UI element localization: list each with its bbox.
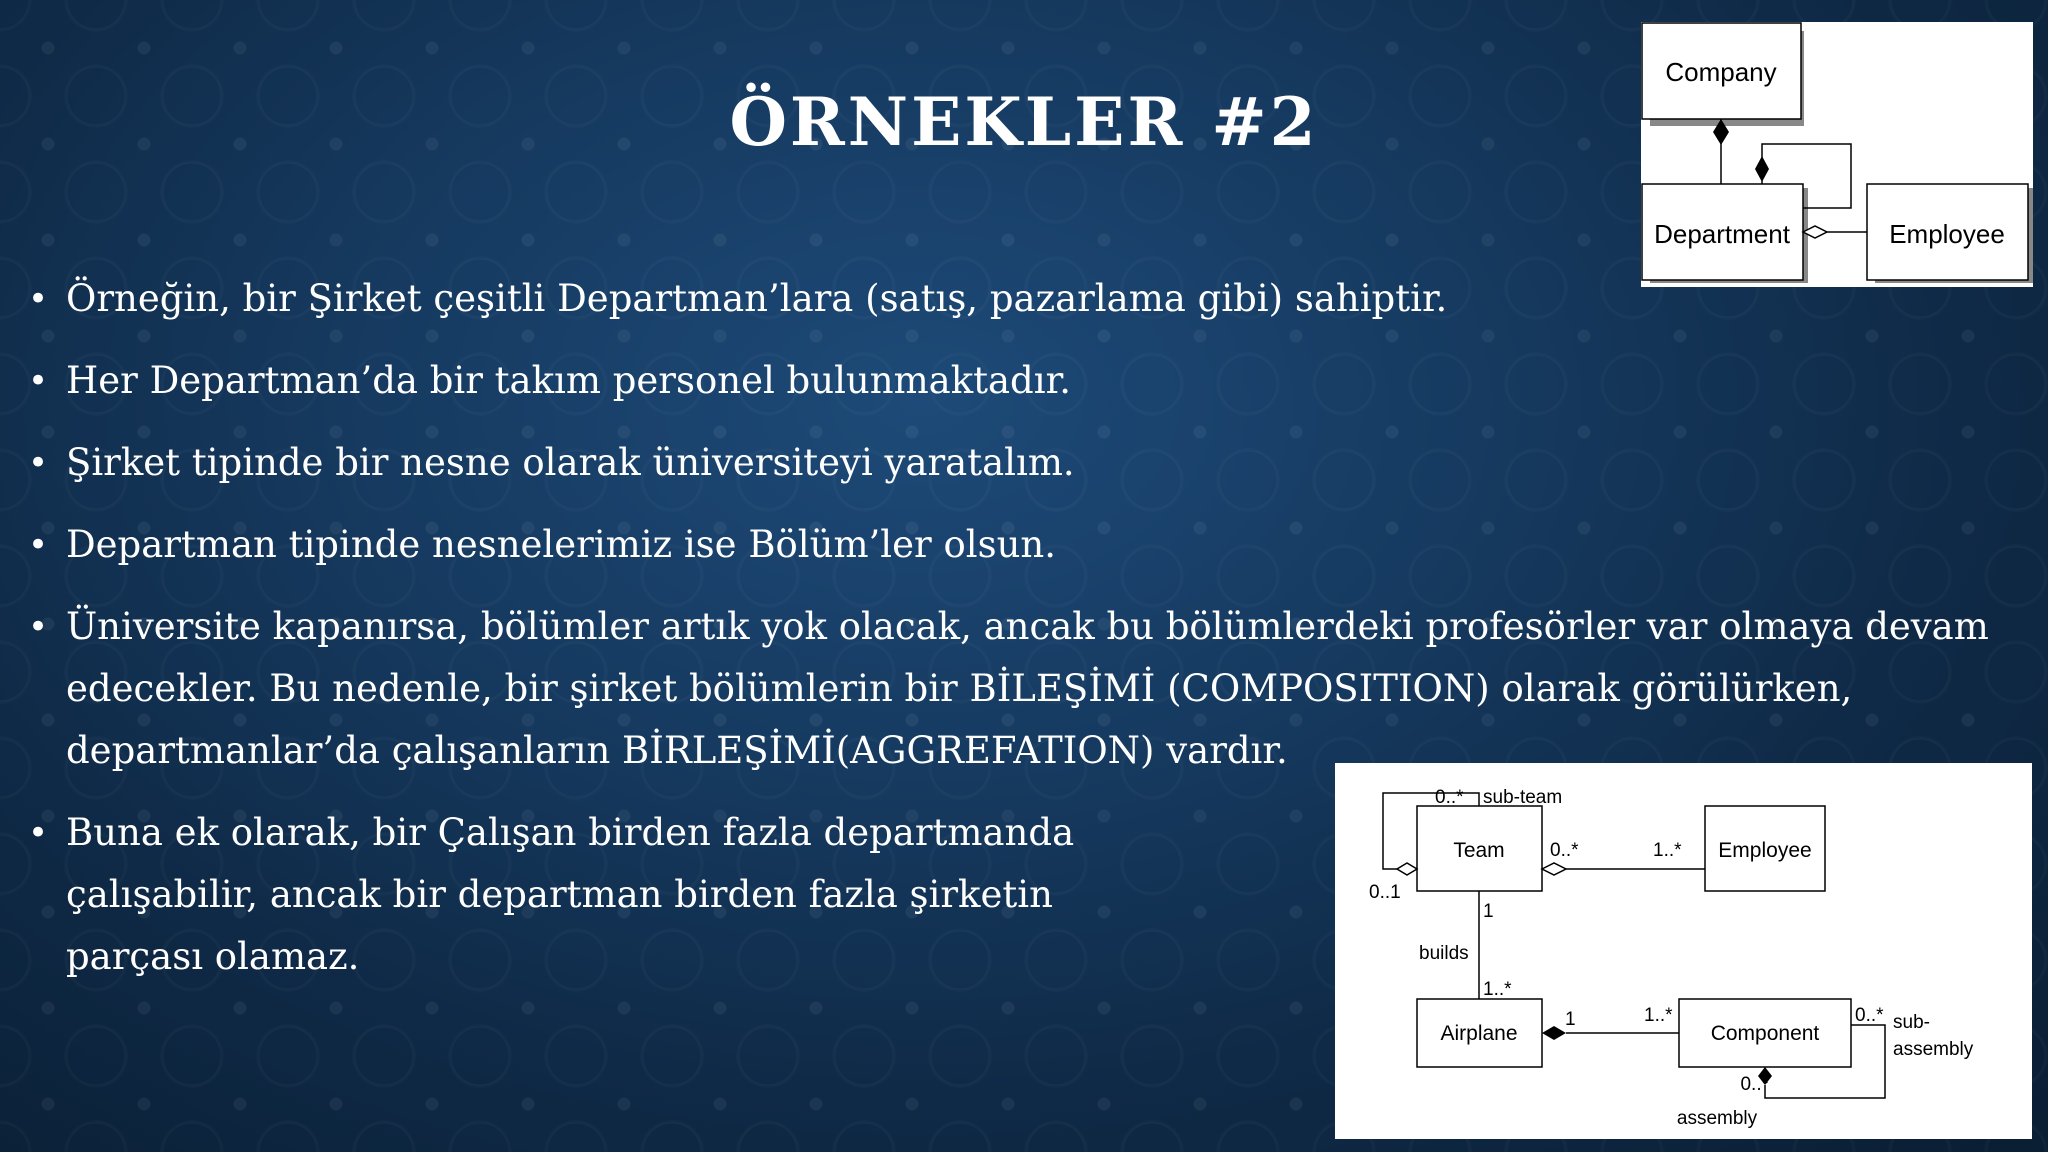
employee-label: Employee — [1718, 839, 1812, 862]
bullet-dot-icon: • — [28, 279, 49, 319]
bullet-text: Buna ek olarak, bir Çalışan birden fazla departmanda çalışabilir, ancak bir departman birden fazla şirketin parçası olamaz. — [66, 811, 1075, 978]
bullet-item — [28, 802, 1166, 988]
label-builds: builds — [1419, 943, 1469, 964]
bullet-dot-icon: • — [28, 607, 49, 647]
label-sub: sub- — [1893, 1012, 1930, 1033]
team-label: Team — [1453, 839, 1505, 862]
label-team-emp-0star: 0..* — [1550, 840, 1579, 861]
label-subteam: sub-team — [1483, 787, 1563, 808]
component-label: Component — [1710, 1022, 1820, 1045]
department-label: Department — [1654, 219, 1790, 249]
uml-diagram-company-svg — [1641, 22, 2033, 287]
bullet-text: Üniversite kapanırsa, bölümler artık yok olacak, ancak bu bölümlerdeki profesörler var olmaya devam edecekler. Bu nedenle, bir şirket bölümlerin bir BİLEŞİMİ (COMPOSITION) olarak görülürken, departmanlar’da çalışanların BİRLEŞİMİ(AGGREFATION) vardır. — [66, 605, 1989, 772]
label-0star-subteam: 0..* — [1435, 787, 1464, 808]
label-team-emp-1star: 1..* — [1653, 840, 1682, 861]
bullet-text: Örneğin, bir Şirket çeşitli Departman’lara (satış, pazarlama gibi) sahiptir. — [66, 277, 1448, 320]
label-comp-0star-bottom: 0..* — [1740, 1074, 1769, 1095]
bullet-dot-icon: • — [28, 813, 49, 853]
label-assembly-bottom: assembly — [1676, 1108, 1758, 1129]
bullet-item — [28, 596, 1996, 782]
label-comp-0star-right: 0..* — [1855, 1005, 1884, 1026]
airplane-label: Airplane — [1440, 1022, 1518, 1045]
label-01: 0..1 — [1369, 882, 1401, 903]
slide-title: ÖRNEKLER #2 — [729, 83, 1319, 161]
label-assembly-right: assembly — [1893, 1039, 1974, 1060]
bullet-text: Her Departman’da bir takım personel bulunmaktadır. — [66, 359, 1071, 402]
bullet-item — [28, 350, 1988, 412]
composition-diamond-icon — [1755, 156, 1769, 182]
aggregation-diamond-icon — [1397, 863, 1417, 875]
label-builds-1star: 1..* — [1483, 979, 1512, 1000]
bullet-item — [28, 432, 1988, 494]
bullet-text: Departman tipinde nesnelerimiz ise Bölüm’ler olsun. — [66, 523, 1057, 566]
aggregation-diamond-icon — [1542, 863, 1566, 875]
label-air-comp-1: 1 — [1565, 1009, 1576, 1030]
bullet-dot-icon: • — [28, 443, 49, 483]
bullet-dot-icon: • — [28, 525, 49, 565]
bullet-dot-icon: • — [28, 361, 49, 401]
label-air-comp-1star: 1..* — [1644, 1005, 1673, 1026]
bullet-item — [28, 514, 1988, 576]
employee-label: Employee — [1889, 219, 2005, 249]
company-label: Company — [1665, 57, 1777, 87]
uml-diagram-airplane-svg — [1335, 763, 2032, 1139]
uml-diagram-company — [1641, 22, 2033, 287]
label-builds-1: 1 — [1483, 901, 1494, 922]
bullet-text: Şirket tipinde bir nesne olarak üniversiteyi yaratalım. — [66, 441, 1075, 484]
composition-diamond-icon — [1542, 1026, 1566, 1040]
uml-diagram-airplane — [1335, 763, 2032, 1139]
